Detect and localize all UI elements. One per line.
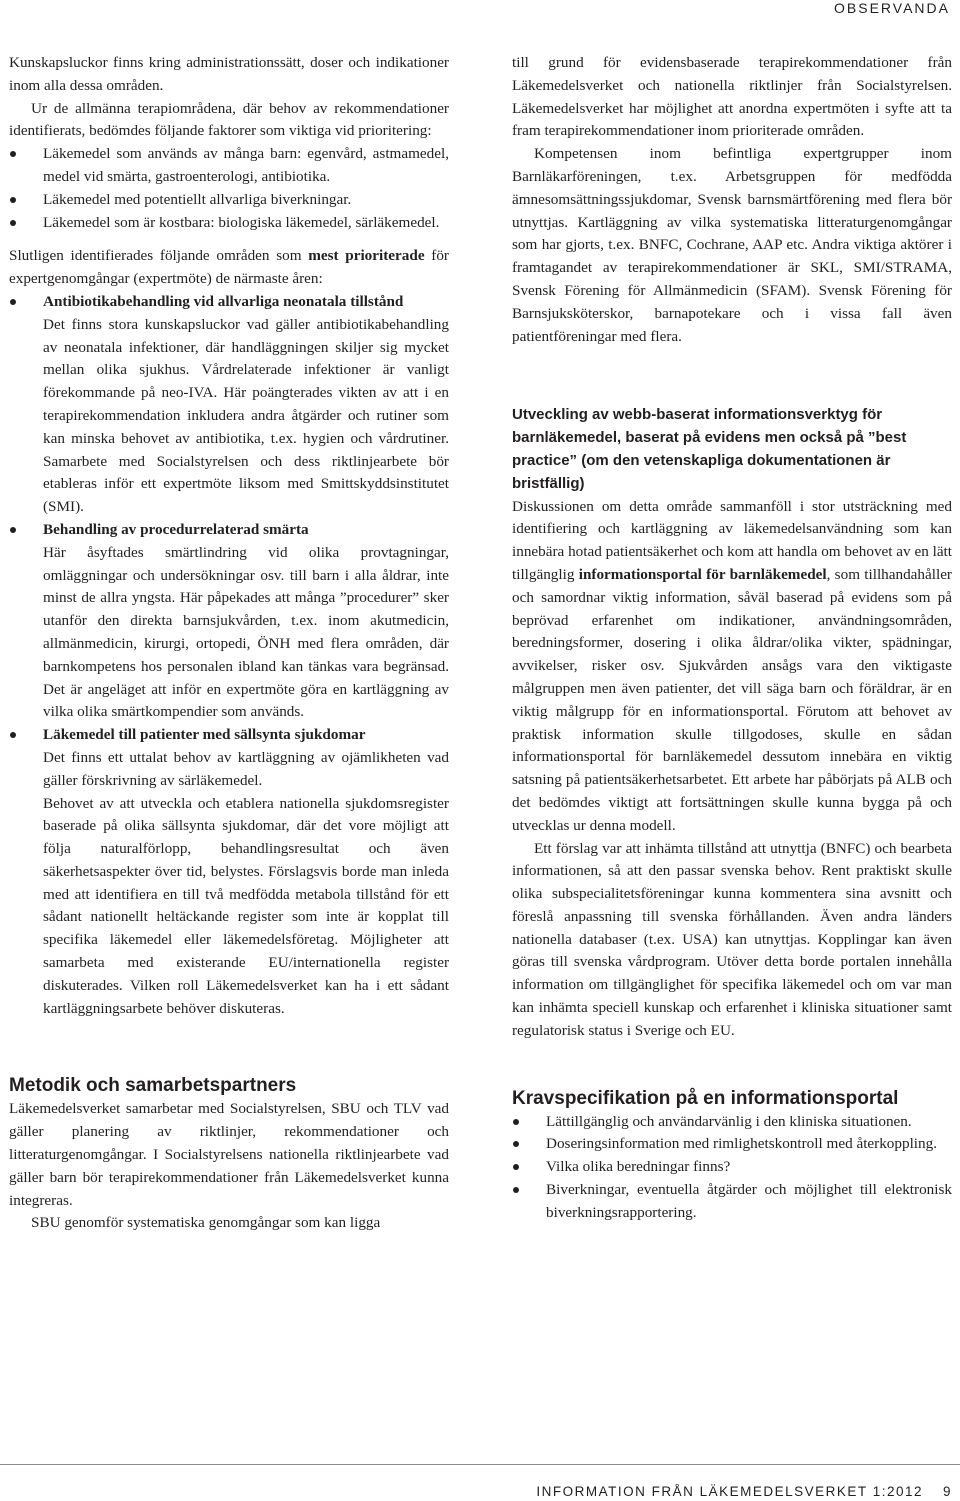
paragraph: Ett förslag var att inhämta tillstånd att utnyttja (BNFC) och bearbeta informationen, så att den passar svenska behov. Rent praktiskt skulle olika subspecialitetsföreningar kunna kommentera sina avsnitt och föreslå anpassning till svenska förhållanden. Även andra länders nationella databaser (t.ex. USA) kan utnyttjas. Kopplingar kan även göras till svenska vårdprogram. Utöver detta borde portalen innehålla information om tillgänglighet för specifika läkemedel och om var man kan inhämta speciell kunskap och erfarenhet i kliniska situationer samt regulatorisk status i Sverige och EU. bbox=[512, 839, 952, 1039]
list-item: Biverkningar, eventuella åtgärder och möjlighet till elektronisk biverkningsrapportering. bbox=[512, 1179, 952, 1225]
list-item bbox=[9, 724, 449, 1020]
section-heading: Metodik och samarbetspartners bbox=[9, 1075, 297, 1097]
section-heading: Utveckling av webb-baserat informationsverktyg för barnläkemedel, baserat på evidens men också på ”best practice” (om den vetenskapliga dokumentationen är bristfällig) bbox=[512, 406, 907, 492]
list-item: Doseringsinformation med rimlighetskontroll med återkoppling. bbox=[512, 1133, 952, 1156]
item-text: Det finns stora kunskapsluckor vad gäller antibiotikabehandling av neonatala infektioner, där handläggningen skiljer sig mycket mellan olika sjukhus. Vårdrelaterade infektioner är vanligt förekommande på neo-IVA. Här poängterades vikten av att i en terapirekommendation inkludera andra åtgärder och rutiner som kan minska behovet av antibiotika, t.ex. hygien och vårdrutiner. Samarbete med Socialstyrelsen och dess riktlinjearbete bör etableras inför ett expertmöte liksom med Smittskyddsinstitutet (SMI). bbox=[43, 315, 449, 516]
item-title: Antibiotikabehandling vid allvarliga neonatala tillstånd bbox=[43, 292, 404, 310]
list-item: Vilka olika beredningar finns? bbox=[512, 1156, 952, 1179]
list-item: Läkemedel som är kostbara: biologiska läkemedel, särläkemedel. bbox=[9, 212, 449, 235]
publication-name: INFORMATION FRÅN LÄKEMEDELSVERKET 1:2012 bbox=[536, 1484, 923, 1499]
list-item bbox=[9, 291, 449, 519]
priority-factors-list bbox=[9, 143, 449, 234]
list-item: Lättillgänglig och användarvänlig i den kliniska situationen. bbox=[512, 1111, 952, 1134]
paragraph: Läkemedelsverket samarbetar med Socialstyrelsen, SBU och TLV vad gäller planering av riktlinjer, rekommendationer och litteraturgenomgångar. I Socialstyrelsens nationella riktlinjearbete vad gäller barn bör terapirekommendationer från Läkemedelsverket kunna integreras. bbox=[9, 1100, 449, 1209]
list-item: Läkemedel med potentiellt allvarliga biverkningar. bbox=[9, 189, 449, 212]
item-text: Här åsyftades smärtlindring vid olika provtagningar, omläggningar och undersökningar osv. till barn i alla åldrar, inte minst de allra yngsta. Här påpekades att många ”procedurer” sker utanför den direkta barnsjukvården, t.ex. inom akutmedicin, allmänmedicin, kirurgi, ortopedi, ÖNH med flera områden, där barnkompetens hos personalen ibland kan tänkas vara begränsad. Det är angeläget att inför en expertmöte göra en kartläggning av vilka olika smärtkompendier som används. bbox=[43, 543, 449, 721]
paragraph: Diskussionen om detta område sammanföll i stor utsträckning med identifiering och kartläggning av läkemedelsanvändning som kan innebära hotad patientsäkerhet och kom att handla om behovet av en lätt tillgänglig informationsportal för barnläkemedel, som tillhandahåller och samordnar viktig information, såväl baserad på evidens som på beprövad erfarenhet om indikationer, användningsområden, beredningsformer, dosering i olika åldrar/olika vikter, spädningar, avvikelser, risker osv. Sjukvården ansågs vara den viktigaste målgruppen men även patienter, det vill säga barn och föräldrar, är en viktig målgrupp för en informationsportal. Förutom att behovet av praktisk information skulle tillgodoses, skulle en sådan informationsportal för barnläkemedel dessutom innebära en viktig satsning på patientsäkerhetsarbetet. Ett arbete har påbörjats på ALB och det bedömdes viktigt att fortsättningen skulle kunna bygga på och utvecklas ur denna modell. bbox=[512, 497, 952, 834]
paragraph: Kompetensen inom befintliga expertgrupper inom Barnläkarföreningen, t.ex. Arbetsgruppen för medfödda ämnesomsättningssjukdomar, Svensk barnsmärtförening med flera bör utnyttjas. Kartläggning av vilka systematiska litteraturgenomgångar som har gjorts, t.ex. BNFC, Cochrane, AAP etc. Andra viktiga aktörer i framtagandet av terapirekommendationer är SKL, SMI/STRAMA, Svensk Förening för Allmänmedicin (SFAM). Svensk Förening för Barnsjuksköterskor, barnapotekare och i vissa fall även patientföreningar med flera. bbox=[512, 145, 952, 345]
left-column bbox=[9, 52, 449, 1235]
priority-areas-list bbox=[9, 291, 449, 1021]
requirements-list bbox=[512, 1111, 952, 1225]
page-number: 9 bbox=[942, 1484, 952, 1499]
paragraph: Slutligen identifierades följande områden som mest prioriterade för expertgenomgångar (expertmöte) de närmaste åren: bbox=[9, 247, 449, 288]
item-text: Det finns ett uttalat behov av kartläggning av ojämlikheten vad gäller förskrivning av särläkemedel. bbox=[43, 748, 449, 789]
footer-divider bbox=[0, 1464, 960, 1465]
paragraph: Ur de allmänna terapiområdena, där behov av rekommendationer identifierats, bedömdes följande faktorer som viktiga vid prioritering: bbox=[9, 99, 449, 140]
item-title: Läkemedel till patienter med sällsynta sjukdomar bbox=[43, 726, 366, 744]
item-title: Behandling av procedurrelaterad smärta bbox=[43, 520, 309, 538]
section-heading: Kravspecifikation på en informationsportal bbox=[512, 1087, 899, 1109]
paragraph: Kunskapsluckor finns kring administrationssätt, doser och indikationer inom alla dessa områden. bbox=[9, 54, 449, 94]
paragraph: SBU genomför systematiska genomgångar som kan ligga bbox=[31, 1214, 381, 1232]
paragraph: till grund för evidensbaserade terapirekommendationer från Läkemedelsverket och nationella riktlinjer från Socialstyrelsen. Läkemedelsverket har möjlighet att anordna expertmöten i syfte att ta fram terapirekommendationer inom prioriterade områden. bbox=[512, 54, 952, 140]
right-column bbox=[512, 52, 952, 1225]
emphasis: mest prioriterade bbox=[308, 247, 425, 265]
page-footer bbox=[536, 1484, 952, 1499]
emphasis: informationsportal för barnläkemedel bbox=[578, 565, 827, 583]
list-item: Läkemedel som används av många barn: egenvård, astmamedel, medel vid smärta, gastroenterologi, antibiotika. bbox=[9, 143, 449, 189]
list-item bbox=[9, 519, 449, 724]
item-text: Behovet av att utveckla och etablera nationella sjukdomsregister baserade på olika sällsynta sjukdomar, där det vore möjligt att följa naturalförlopp, behandlingsresultat och även säkerhetsaspekter över tid, belystes. Förslagsvis borde man inleda med att identifiera en till två medfödda metabola tillstånd för ett sådant nationellt heltäckande register som inte är kopplat till specifika läkemedel eller läkemedelsföretag. Möjligheter att samarbeta med existerande EU/internationella register diskuterades. Vilken roll Läkemedelsverket kan ha i ett sådant kartläggningsarbete behöver diskuteras. bbox=[43, 794, 449, 1017]
section-label: OBSERVANDA bbox=[834, 0, 950, 16]
